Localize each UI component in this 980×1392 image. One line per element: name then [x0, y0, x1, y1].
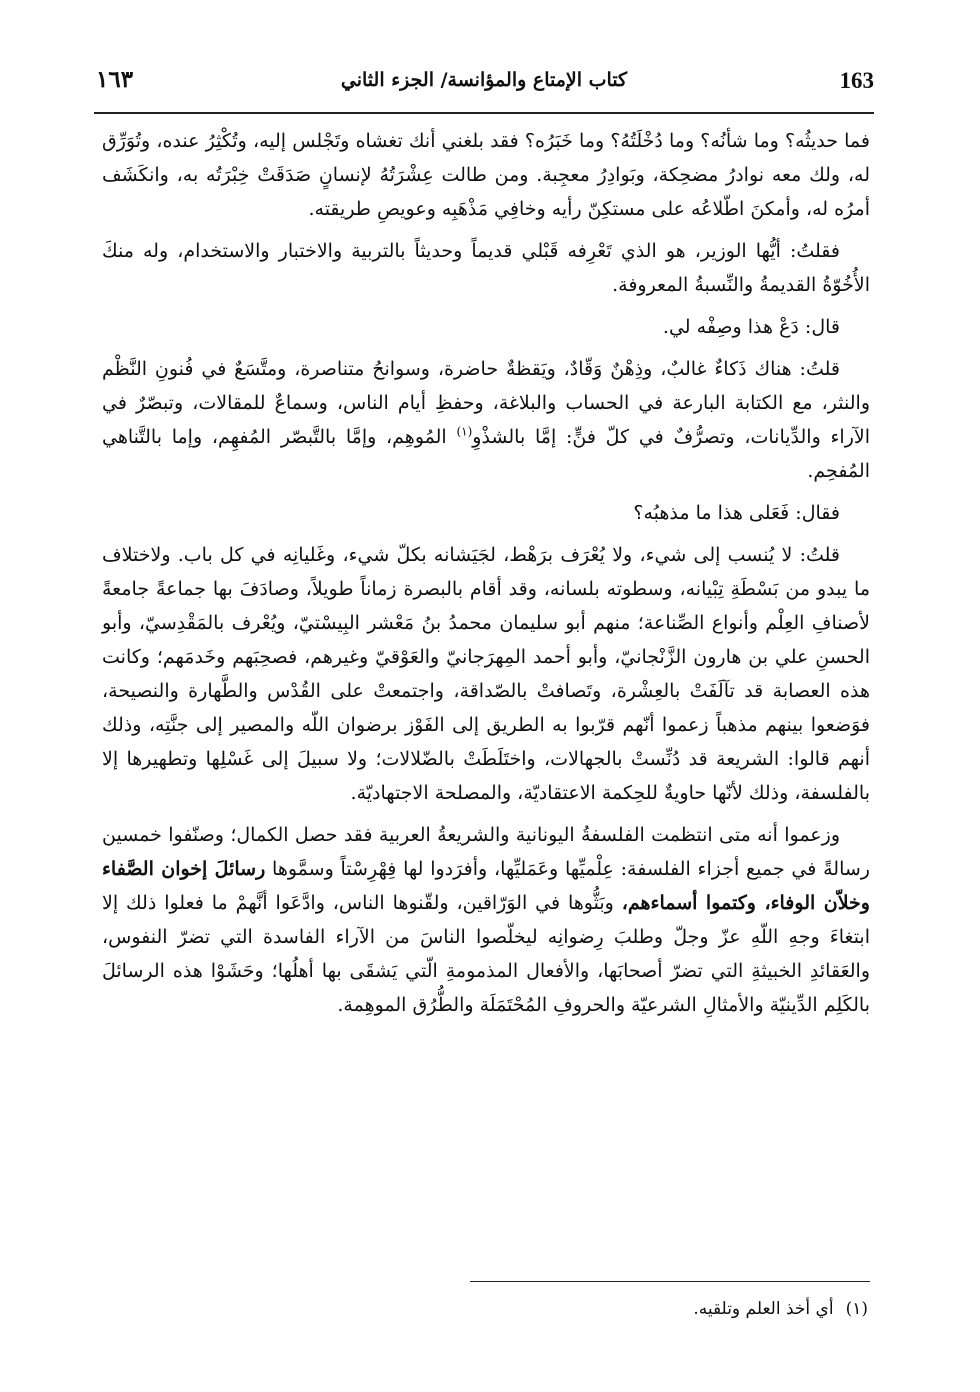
page-number-arabic: ١٦٣ — [96, 66, 134, 93]
paragraph-7 — [102, 818, 870, 1022]
running-title: كتاب الإمتاع والمؤانسة/ الجزء الثاني — [340, 69, 628, 91]
footnote-rule — [470, 1281, 870, 1282]
paragraph-5: فقال: فَعَلى هذا ما مذهبُه؟ — [633, 502, 840, 524]
paragraph-6: قلتُ: لا يُنسب إلى شيء، ولا يُعْرَف برَهْط، لجَيَشانه بكلّ شيء، وغَليانِه في كل باب. ولاختلاف ما يبدو من بَسْطَةِ تِبْيانه، وسطوته بلسانه، وقد أقام بالبصرة زماناً طويلاً، وصادَفَ بها جماعةً جامعةً لأصنافِ العِلْم وأنواع الصِّناعة؛ منهم أبو سليمان محمدُ بنُ مَعْشر البِيسْتيّ، ويُعْرف بالمَقْدِسيّ، وأبو الحسنِ علي بن هارون الزَّنْجانيّ، وأبو أحمد المِهرَجانيّ والعَوْقيّ وغيرهم، فصحِبَهم وخَدمَهم؛ وكانت هذه العصابة قد تآلَفَتْ بالعِشْرة، وتَصافتْ بالصّداقة، واجتمعتْ على القُدْس والطَّهارة والنصيحة، فوَضعوا بينهم مذهباً زعموا أنّهم قرّبوا به الطريق إلى الفَوْز برضوان اللّه والمصير إلى جنَّتِه، وذلك أنهم قالوا: الشريعة قد دُنِّستْ بالجهالات، واختَلَطَتْ بالضّلالات؛ ولا سبيلَ إلى غَسْلِها وتطهيرها إلا بالفلسفة، وذلك لأنّها حاويةٌ للحِكمة الاعتقاديّة، والمصلحة الاجتهاديّة. — [102, 544, 870, 804]
footnote-number: (١) — [845, 1299, 868, 1319]
paragraph-7-part-2: وبَثُّوها في الوَرّاقين، ولقّنوها الناس، وادَّعَوا أنَّهمْ ما فعلوا ذلك إلا ابتغاءَ وجهِ اللّهِ عزّ وجلّ وطلبَ رِضوانِه ليخلّصوا الناسَ من الآراء الفاسدة التي تضرّ النفوس، والعَقائدِ الخبيثةِ التي تضرّ أصحابَها، والأفعال المذمومةِ الّتي يَشقَى بها أهلُها؛ وحَشَوْا هذه الرسائلَ بالكَلِم الدِّينيّة والأمثالِ الشرعيّة والحروفِ المُحْتَمَلَة والطُّرُق الموهِمة. — [102, 892, 870, 1016]
footnote — [500, 1296, 868, 1322]
paragraph-3: قال: دَعْ هذا وصِفْه لي. — [662, 316, 840, 338]
paragraph-2: فقلتُ: أيُّها الوزير، هو الذي تَعْرِفه قَبْلي قديماً وحديثاً بالتربية والاختبار والاستخدام، وله منكَ الأُخُوّةُ القديمةُ والنِّسبةُ المعروفة. — [102, 240, 870, 296]
header-rule — [94, 112, 874, 114]
page-number-latin: 163 — [839, 68, 874, 93]
paragraph-7-part-1: وزعموا أنه متى انتظمت الفلسفةُ اليونانية والشريعةُ العربية فقد حصل الكمال؛ وصنّفوا خمسين رسالةً في جميع أجزاء الفلسفة: عِلْميِّها وعَمَليِّها، وأفرَدوا لها فِهْرِسْتاً وسمَّوها — [102, 824, 870, 880]
paragraph-4-part-1: قلتُ: هناك ذَكاءٌ غالبٌ، وذِهْنٌ وَقّادٌ، ويَقظةٌ حاضرة، وسوانحُ متناصرة، ومتَّسَعٌ في فُنونِ النَّظْم والنثر، مع الكتابة البارعة في الحساب والبلاغة، وحفظِ أيام الناس، وسماعٌ للمقالات، وتبصّرٌ في الآراء والدِّيانات، وتصرُّفٌ في كلّ فنٍّ: إمَّا بالشذْوِ — [102, 358, 870, 448]
page-header — [94, 62, 874, 114]
footnote-text: أي أخذ العلم وتلقيه. — [693, 1299, 834, 1319]
paragraph-1: فما حديثُه؟ وما شأنُه؟ وما دُخْلَتُهُ؟ وما خَبَرُه؟ فقد بلغني أنك تغشاه وتَجْلس إليه، وتُكْثِرُ عنده، وتُوَرِّق له، ولك معه نوادرُ مضحِكة، وبَوادِرُ معجِبة. ومن طالت عِشْرَتُهُ لإنسانٍ صَدَقَتْ خِبْرَتُه به، وانكَشَف أمرُه له، وأمكنَ اطّلاعُه على مستكِنّ رأيه وخافِي مَذْهَبِه وعويصِ طريقته. — [102, 130, 870, 220]
paragraph-4-part-2: المُوهِم، وإمَّا بالتَّبصّر المُفهِم، وإما بالتَّناهي المُفحِم. — [102, 426, 870, 482]
bold-book-title: رسائلَ إخوان الصَّفاء وخلاّن الوفاء، وكتموا أسماءهم، — [102, 858, 870, 914]
footnote-reference: (١) — [456, 424, 473, 439]
body-text — [102, 124, 870, 1030]
paragraph-4 — [102, 352, 870, 488]
